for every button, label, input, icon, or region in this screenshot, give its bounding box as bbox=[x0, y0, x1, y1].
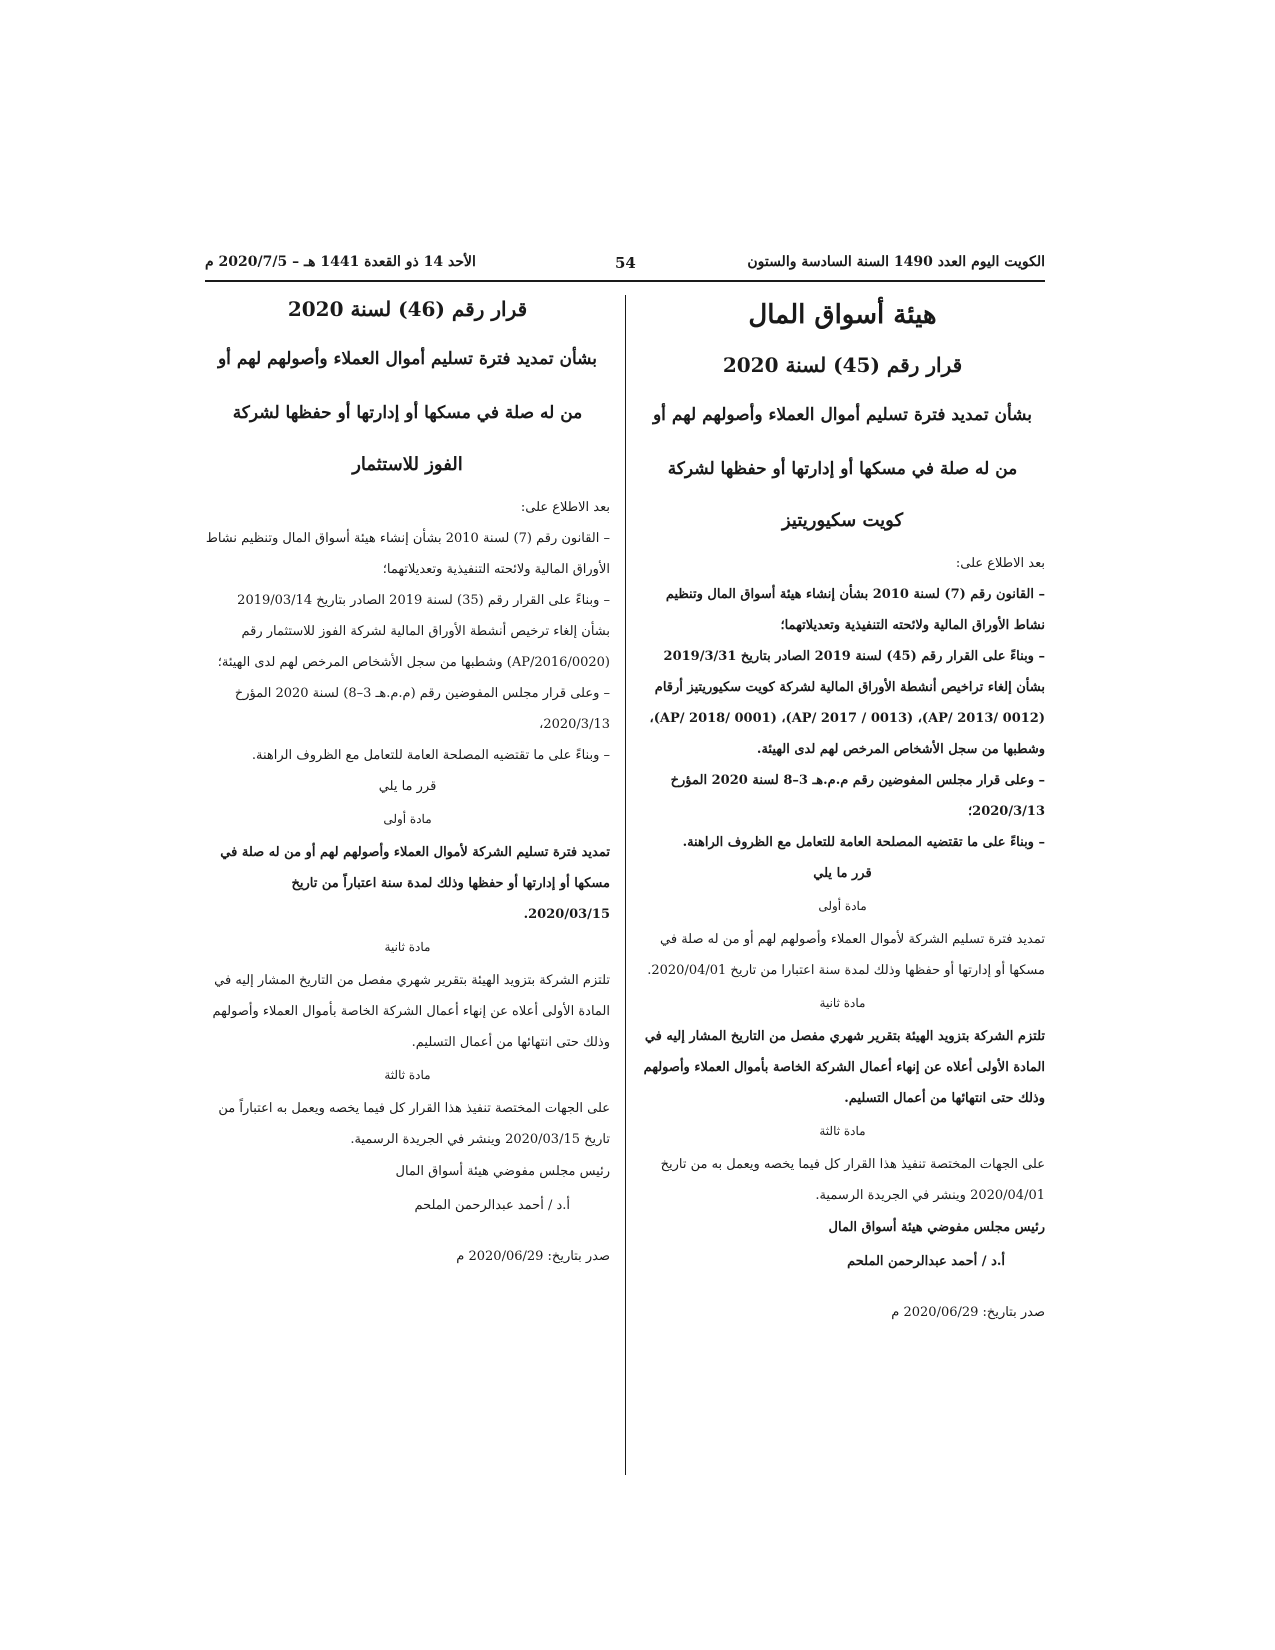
article-1-title: مادة أولى bbox=[818, 899, 867, 913]
article-1-text: تمديد فترة تسليم الشركة لأموال العملاء وأصولهم لهم أو من له صلة في مسكها أو إدارتها أو حفظها وذلك لمدة سنة اعتباراً من تاريخ 2020/03/15. bbox=[220, 845, 610, 922]
signatory-title: رئيس مجلس مفوضي هيئة أسواق المال bbox=[395, 1164, 610, 1179]
preamble-clause-2: – وبناءً على القرار رقم (45) لسنة 2019 الصادر بتاريخ 2019/3/31 بشأن إلغاء تراخيص أنشطة الأوراق المالية لشركة كويت سكيوريتيز أرقام (AP/ 2013/ 0012)، (AP/ 2017 / 0013)، (AP/ 2018/ 0001)، وشطبها من سجل الأشخاص المرخص لهم لدى الهيئة. bbox=[649, 649, 1045, 757]
preamble-clause-1: – القانون رقم (7) لسنة 2010 بشأن إنشاء هيئة أسواق المال وتنظيم نشاط الأوراق المالية ولائحته التنفيذية وتعديلاتهما؛ bbox=[205, 531, 610, 577]
preamble-clause-2: – وبناءً على القرار رقم (35) لسنة 2019 الصادر بتاريخ 2019/03/14 بشأن إلغاء ترخيص أنشطة الأوراق المالية لشركة الفوز للاستثمار رقم (AP/2016/0020) وشطبها من سجل الأشخاص المرخص لهم لدى الهيئة؛ bbox=[217, 593, 610, 670]
preamble-clause-4: – وبناءً على ما تقتضيه المصلحة العامة للتعامل مع الظروف الراهنة. bbox=[682, 835, 1045, 850]
decision-subject-line-2: من له صلة في مسكها أو إدارتها أو حفظها لشركة bbox=[232, 403, 583, 423]
issue-date-line: صدر بتاريخ: 2020/06/29 م bbox=[891, 1305, 1045, 1320]
preamble-clause-3: – وعلى قرار مجلس المفوضين رقم م.م.هـ 3–8 لسنة 2020 المؤرخ 2020/3/13؛ bbox=[670, 773, 1045, 819]
article-2-text: تلتزم الشركة بتزويد الهيئة بتقرير شهري مفصل من التاريخ المشار إليه في المادة الأولى أعلاه عن إنهاء أعمال الشركة الخاصة بأموال العملاء وأصولهم وذلك حتى انتهائها من أعمال التسليم. bbox=[212, 973, 610, 1050]
issue-date: الأحد 14 ذو القعدة 1441 هـ – 2020/7/5 م bbox=[205, 254, 476, 270]
article-3-text: على الجهات المختصة تنفيذ هذا القرار كل فيما يخصه ويعمل به اعتباراً من تاريخ 2020/03/15 وينشر في الجريدة الرسمية. bbox=[218, 1101, 610, 1147]
preamble-intro: بعد الاطلاع على: bbox=[520, 500, 610, 515]
decision-subject-line-1: بشأن تمديد فترة تسليم أموال العملاء وأصولهم لهم أو bbox=[652, 405, 1033, 425]
article-2-title: مادة ثانية bbox=[384, 940, 431, 954]
decision-title: قرار رقم (45) لسنة 2020 bbox=[722, 353, 963, 377]
decided-heading: قرر ما يلي bbox=[813, 866, 872, 881]
preamble-clause-4: – وبناءً على ما تقتضيه المصلحة العامة للتعامل مع الظروف الراهنة. bbox=[251, 748, 610, 763]
article-1-title: مادة أولى bbox=[383, 812, 432, 826]
article-3-title: مادة ثالثة bbox=[384, 1068, 431, 1082]
article-1-text: تمديد فترة تسليم الشركة لأموال العملاء وأصولهم لهم أو من له صلة في مسكها أو إدارتها أو حفظها وذلك لمدة سنة اعتبارا من تاريخ 2020/04/01. bbox=[647, 932, 1045, 978]
decision-46 bbox=[205, 292, 610, 1272]
decision-subject-line-2: من له صلة في مسكها أو إدارتها أو حفظها لشركة bbox=[667, 459, 1018, 479]
gazette-issue: الكويت اليوم العدد 1490 السنة السادسة والستون bbox=[747, 254, 1045, 270]
preamble-intro: بعد الاطلاع على: bbox=[955, 556, 1045, 571]
page-number: 54 bbox=[615, 254, 636, 272]
issue-date-line: صدر بتاريخ: 2020/06/29 م bbox=[456, 1249, 610, 1264]
decision-45 bbox=[640, 292, 1045, 1328]
decision-subject-line-1: بشأن تمديد فترة تسليم أموال العملاء وأصولهم لهم أو bbox=[217, 349, 598, 369]
signatory-title: رئيس مجلس مفوضي هيئة أسواق المال bbox=[828, 1220, 1045, 1235]
article-3-title: مادة ثالثة bbox=[819, 1124, 866, 1138]
preamble-clause-3: – وعلى قرار مجلس المفوضين رقم (م.م.هـ 3–8) لسنة 2020 المؤرخ 2020/3/13، bbox=[234, 686, 610, 732]
article-2-text: تلتزم الشركة بتزويد الهيئة بتقرير شهري مفصل من التاريخ المشار إليه في المادة الأولى أعلاه عن إنهاء أعمال الشركة الخاصة بأموال العملاء وأصولهم وذلك حتى انتهائها من أعمال التسليم. bbox=[643, 1029, 1045, 1106]
decided-heading: قرر ما يلي bbox=[378, 779, 437, 794]
article-3-text: على الجهات المختصة تنفيذ هذا القرار كل فيما يخصه ويعمل به من تاريخ 2020/04/01 وينشر في الجريدة الرسمية. bbox=[660, 1157, 1045, 1203]
preamble-clause-1: – القانون رقم (7) لسنة 2010 بشأن إنشاء هيئة أسواق المال وتنظيم نشاط الأوراق المالية ولائحته التنفيذية وتعديلاتهما؛ bbox=[665, 587, 1045, 633]
company-name: كويت سكيوريتيز bbox=[781, 510, 904, 531]
column-divider bbox=[625, 295, 626, 1475]
signatory-name: أ.د / أحمد عبدالرحمن الملحم bbox=[414, 1198, 570, 1213]
signatory-name: أ.د / أحمد عبدالرحمن الملحم bbox=[847, 1254, 1005, 1269]
decision-title: قرار رقم (46) لسنة 2020 bbox=[287, 297, 528, 321]
article-2-title: مادة ثانية bbox=[819, 996, 866, 1010]
page-header bbox=[205, 250, 1045, 282]
authority-name: هيئة أسواق المال bbox=[748, 300, 937, 330]
company-name: الفوز للاستثمار bbox=[352, 454, 463, 475]
